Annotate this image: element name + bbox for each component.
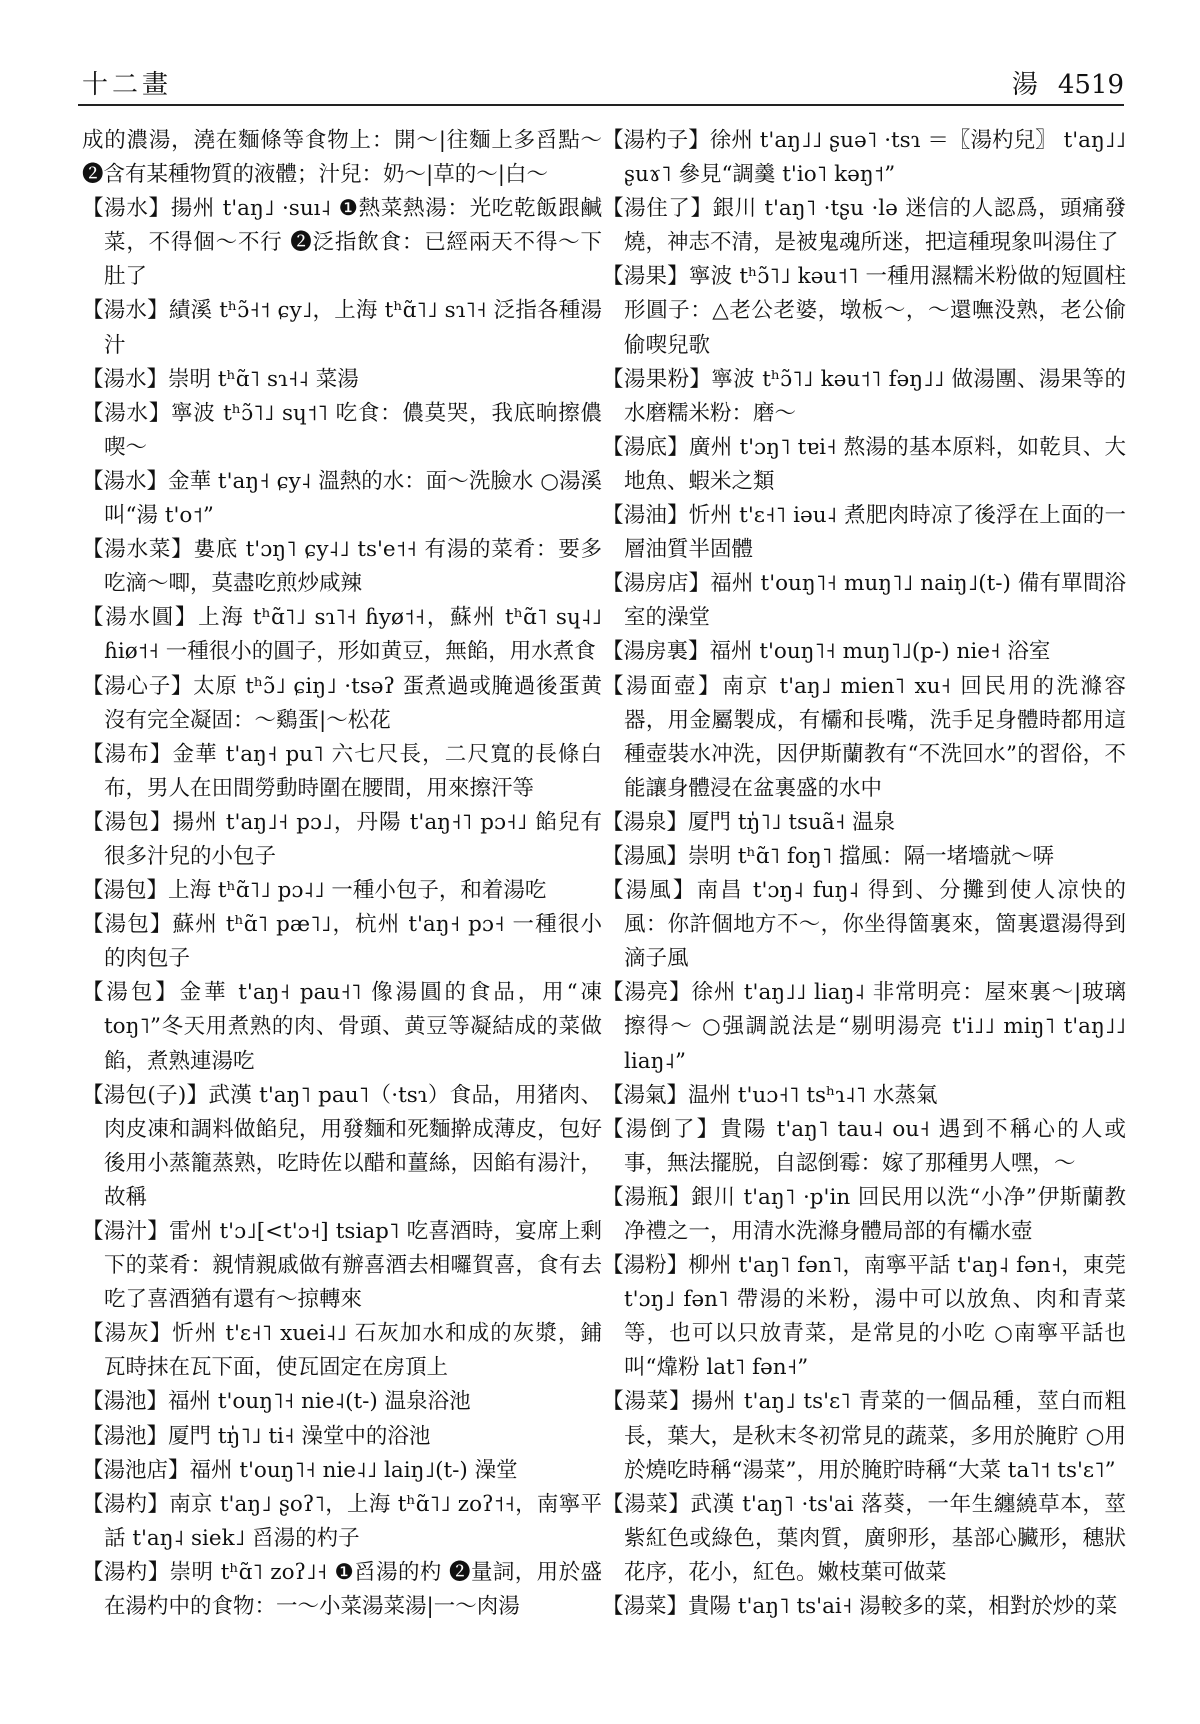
dictionary-entry: 【湯灰】忻州 t'ɛ˧˥ xuei˨˩ 石灰加水和成的灰漿，鋪瓦時抹在瓦下面，使瓦固定在房頂上 bbox=[82, 1321, 602, 1381]
section-label: 十二畫 bbox=[82, 70, 173, 100]
dictionary-entry: 【湯包】蘇州 tʰɑ̃˥ pæ˥˩，杭州 t'aŋ˧ pɔ˧ 一種很小的肉包子 bbox=[82, 912, 602, 972]
dictionary-entry: 【湯水】揚州 t'aŋ˩ ·suı˨ ❶熱菜熱湯：光吃乾飯跟鹹菜，不得個～不行 ❷泛指飲食：已經兩天不得～下肚了 bbox=[82, 196, 602, 290]
dictionary-entry: 【湯倒了】貴陽 t'aŋ˥ tau˨ ou˧ 遇到不稱心的人或事，無法擺脱，自認倒霉：嫁了那種男人嘿，～ bbox=[602, 1116, 1126, 1176]
dictionary-entry: 【湯房裏】福州 t'ouŋ˥˧ muŋ˥˩(p-) nie˧ 浴室 bbox=[602, 639, 1051, 665]
page-locator bbox=[1012, 64, 1124, 101]
dictionary-entry: 【湯心子】太原 tʰɔ̃˩ ɕiŋ˩ ·tsəʔ 蛋煮過或腌過後蛋黄沒有完全凝固：～鷄蛋|～松花 bbox=[82, 673, 602, 733]
header-character: 湯 bbox=[1011, 70, 1038, 100]
dictionary-entry: 【湯菜】貴陽 t'aŋ˥ ts'ai˧ 湯較多的菜，相對於炒的菜 bbox=[602, 1594, 1118, 1620]
dictionary-entry: 【湯菜】揚州 t'aŋ˩ ts'ɛ˥ 青菜的一個品種，莖白而粗長，葉大，是秋末冬初常見的蔬菜，多用於腌貯 ○用於燒吃時稱“湯菜”，用於腌貯時稱“大菜 ta˥˦ ts'ɛ˥” bbox=[602, 1389, 1126, 1483]
dictionary-entry: 【湯包(子)】武漢 t'aŋ˥ pau˥（·tsɿ）食品，用猪肉、肉皮凍和調料做餡兒，用發麵和死麵擀成薄皮，包好後用小蒸籠蒸熟，吃時佐以醋和薑絲，因餡有湯汁，故稱 bbox=[82, 1082, 602, 1210]
dictionary-entry: 【湯水】績溪 tʰɔ̃˧˦ ɕy˩，上海 tʰɑ̃˥˩ sɿ˥˧ 泛指各種湯汁 bbox=[82, 298, 602, 358]
right-column bbox=[602, 124, 1126, 1684]
dictionary-entry: 【湯泉】厦門 tŋ̍˥˩ tsuã˧ 温泉 bbox=[602, 809, 896, 835]
dictionary-entry: 【湯亮】徐州 t'aŋ˩˩ liaŋ˨ 非常明亮：屋來裏～|玻璃擦得～ ○强調説法是“剔明湯亮 t'i˩˩ miŋ˥ t'aŋ˩˩ liaŋ˨” bbox=[602, 980, 1126, 1074]
dictionary-entry: 【湯果】寧波 tʰɔ̃˥˩ kəu˦˥ 一種用濕糯米粉做的短圓柱形圓子：△老公老婆，墩板～，～還嘸没熟，老公偷偷喫兒歌 bbox=[602, 264, 1126, 358]
dictionary-entry: 【湯底】廣州 t'ɔŋ˥ tɐi˧ 熬湯的基本原料，如乾貝、大地魚、蝦米之類 bbox=[602, 434, 1126, 494]
dictionary-entry: 【湯房店】福州 t'ouŋ˥˧ muŋ˥˩ naiŋ˩(t-) 備有單間浴室的澡堂 bbox=[602, 571, 1126, 631]
dictionary-entry: 【湯包】金華 t'aŋ˧ pau˧˥ 像湯圓的食品，用“凍 toŋ˥”冬天用煮熟的肉、骨頭、黄豆等凝結成的菜做餡，煮熟連湯吃 bbox=[82, 980, 602, 1074]
dictionary-entry: 【湯氣】温州 t'uɔ˧˥ tsʰɿ˨˥ 水蒸氣 bbox=[602, 1082, 938, 1108]
header-rule bbox=[78, 104, 1124, 106]
dictionary-entry: 【湯果粉】寧波 tʰɔ̃˥˩ kəu˦˥ fəŋ˩˩ 做湯團、湯果等的水磨糯米粉：磨～ bbox=[602, 366, 1126, 426]
dictionary-entry: 【湯面壺】南京 t'aŋ˩ mien˥ xu˧ 回民用的洗滌容器，用金屬製成，有欛和長嘴，洗手足身體時都用這種壺裝水冲洗，因伊斯蘭教有“不洗回水”的習俗，不能讓身體浸在盆裏盛的水中 bbox=[602, 673, 1126, 801]
dictionary-entry: 【湯包】上海 tʰɑ̃˥˩ pɔ˨˩ 一種小包子，和着湯吃 bbox=[82, 878, 547, 904]
dictionary-entry: 【湯瓶】銀川 t'aŋ˥ ·p'in 回民用以洗“小净”伊斯蘭教净禮之一，用清水洗滌身體局部的有欛水壺 bbox=[602, 1184, 1126, 1244]
dictionary-entry: 【湯水】崇明 tʰɑ̃˥ sɿ˧˨ 菜湯 bbox=[82, 366, 359, 392]
dictionary-entry: 【湯油】忻州 t'ɛ˧˥ iəu˨ 煮肥肉時凉了後浮在上面的一層油質半固體 bbox=[602, 503, 1126, 563]
dictionary-entry: 【湯水菜】婁底 t'ɔŋ˥ ɕy˨˩ ts'e˦˧ 有湯的菜肴：要多吃滴～唧，莫盡吃煎炒咸辣 bbox=[82, 537, 602, 597]
page-number: 4519 bbox=[1057, 70, 1124, 100]
page-header bbox=[82, 64, 1124, 104]
dictionary-entry: 【湯粉】柳州 t'aŋ˥ fən˥，南寧平話 t'aŋ˨ fən˧，東莞 t'ɔŋ˩ fən˥ 帶湯的米粉，湯中可以放魚、肉和青菜等，也可以只放青菜，是常見的小吃 ○南寧平話也叫“㸆粉 lat˥ fən˧” bbox=[602, 1253, 1126, 1381]
dictionary-entry: 【湯水】金華 t'aŋ˧ ɕy˨ 溫熱的水：面～洗臉水 ○湯溪叫“湯 t'o˦” bbox=[82, 468, 602, 529]
dictionary-entry: 【湯杓】崇明 tʰɑ̃˥ zoʔ˩˧ ❶舀湯的杓 ❷量詞，用於盛在湯杓中的食物：一～小菜湯菜湯|一～肉湯 bbox=[82, 1559, 602, 1620]
dictionary-entry: 【湯杓】南京 t'aŋ˩ ʂoʔ˥，上海 tʰɑ̃˥˩ zoʔ˦˧，南寧平話 t'aŋ˨ siek˩ 舀湯的杓子 bbox=[82, 1491, 602, 1551]
dictionary-entry: 【湯包】揚州 t'aŋ˩˧ pɔ˩，丹陽 t'aŋ˧˥ pɔ˧˩ 餡兒有很多汁兒的小包子 bbox=[82, 809, 602, 869]
dictionary-entry: 【湯住了】銀川 t'aŋ˥ ·tʂu ·lə 迷信的人認爲，頭痛發燒，神志不清，是被鬼魂所迷，把這種現象叫湯住了 bbox=[602, 196, 1126, 256]
dictionary-entry: 【湯風】南昌 t'ɔŋ˨ fuŋ˨ 得到、分攤到使人凉快的風：你許個地方不～，你坐得箇裏來，箇裏還湯得到滴子風 bbox=[602, 878, 1126, 972]
dictionary-entry: 【湯菜】武漢 t'aŋ˥ ·ts'ai 落葵，一年生纏繞草本，莖紫紅色或綠色，葉肉質，廣卵形，基部心臟形，穗狀花序，花小，紅色。嫩枝葉可做菜 bbox=[602, 1491, 1126, 1585]
dictionary-entry: 【湯水圓】上海 tʰɑ̃˥˩ sɿ˥˧ ɦyø˦˧，蘇州 tʰɑ̃˥ sɥ˨˩ ɦiø˦˧ 一種很小的圓子，形如黄豆，無餡，用水煮食 bbox=[82, 605, 602, 665]
dictionary-entry: 【湯杓子】徐州 t'aŋ˩˩ ʂuə˥ ·tsɿ ＝〖湯杓兒〗 t'aŋ˩˩ ʂuɤ˥ 參見“調羹 t'io˥ kəŋ˦” bbox=[602, 128, 1126, 188]
dictionary-entry: 【湯池】厦門 tŋ̍˥˩ ti˧ 澡堂中的浴池 bbox=[82, 1423, 431, 1449]
dictionary-entry: 【湯水】寧波 tʰɔ̃˥˩ sɥ˦˥ 吃食：儂莫哭，我底晌擦儂喫～ bbox=[82, 400, 602, 460]
dictionary-entry: 【湯風】崇明 tʰɑ̃˥ foŋ˥ 擋風：隔一堵墻就～哢 bbox=[602, 843, 1055, 869]
dictionary-entry: 【湯池】福州 t'ouŋ˥˧ nie˨(t-) 温泉浴池 bbox=[82, 1389, 471, 1415]
dictionary-entry: 成的濃湯，澆在麵條等食物上：開～|往麵上多舀點～ ❷含有某種物質的液體；汁兒：奶～|草的～|白～ bbox=[82, 128, 602, 188]
dictionary-entry: 【湯池店】福州 t'ouŋ˥˧ nie˨˩ laiŋ˩(t-) 澡堂 bbox=[82, 1457, 518, 1483]
dictionary-entry: 【湯布】金華 t'aŋ˧ pu˥ 六七尺長，二尺寬的長條白布，男人在田間勞動時圍在腰間，用來擦汗等 bbox=[82, 741, 602, 801]
dictionary-entry: 【湯汁】雷州 t'ɔ˩[<t'ɔ˧] tsiap˥ 吃喜酒時，宴席上剩下的菜肴：親情親戚做有辦喜酒去相囉賀喜，食有去吃了喜酒猶有還有～掠轉來 bbox=[82, 1219, 602, 1313]
left-column bbox=[82, 124, 602, 1684]
